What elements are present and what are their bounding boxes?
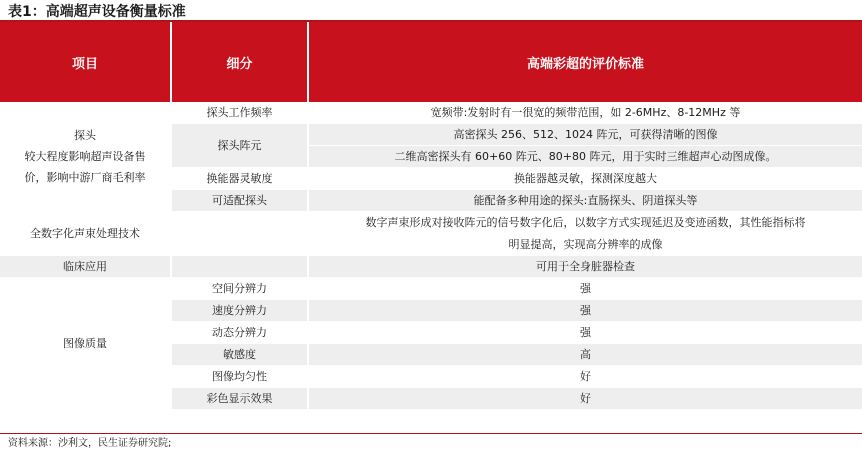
sub-cell: 速度分辨力: [171, 300, 308, 322]
sub-cell: 敏感度: [171, 344, 308, 366]
sub-cell: 换能器灵敏度: [171, 168, 308, 190]
sub-cell: 动态分辨力: [171, 322, 308, 344]
sub-cell: [171, 256, 308, 278]
header-row: [0, 22, 862, 102]
table-row: [0, 102, 862, 124]
criteria-cell: 强: [308, 322, 862, 344]
probe-label-line1: 探头: [74, 129, 96, 142]
sub-cell: 探头阵元: [171, 124, 308, 168]
digital-item-cell: 全数字化声束处理技术: [0, 212, 171, 256]
criteria-cell: 宽频带:发射时有一很宽的频带范围，如 2-6MHz、8-12MHz 等: [308, 102, 862, 124]
criteria-cell: 强: [308, 300, 862, 322]
table-row: [0, 278, 862, 300]
source-note: 资料来源：沙利文，民生证券研究院;: [8, 438, 172, 449]
sub-cell: 探头工作频率: [171, 102, 308, 124]
sub-cell: 空间分辨力: [171, 278, 308, 300]
sub-cell: 图像均匀性: [171, 366, 308, 388]
probe-group-label: [0, 102, 171, 212]
image-quality-label: 图像质量: [0, 278, 171, 410]
criteria-cell: 明显提高，实现高分辨率的成像: [308, 234, 862, 256]
criteria-cell: 好: [308, 366, 862, 388]
header-criteria: 高端彩超的评价标准: [308, 22, 862, 102]
header-subcategory: 细分: [171, 22, 308, 102]
sub-cell: 可适配探头: [171, 190, 308, 212]
criteria-cell: 好: [308, 388, 862, 410]
criteria-cell: 数字声束形成对接收阵元的信号数字化后，以数字方式实现延迟及变迹函数，其性能指标将: [308, 212, 862, 234]
table-row: [0, 212, 862, 234]
criteria-cell: 高密探头 256、512、1024 阵元，可获得清晰的图像: [308, 124, 862, 146]
criteria-cell: 强: [308, 278, 862, 300]
bottom-rule: [0, 433, 862, 434]
criteria-cell: 能配备多种用途的探头:直肠探头、阴道探头等: [308, 190, 862, 212]
sub-cell: 彩色显示效果: [171, 388, 308, 410]
criteria-cell: 二维高密探头有 60+60 阵元、80+80 阵元，用于实时三维超声心动图成像。: [308, 146, 862, 168]
criteria-cell: 可用于全身脏器检查: [308, 256, 862, 278]
standards-table: [0, 22, 862, 410]
sub-cell: [171, 212, 308, 256]
table-title: 表1：高端超声设备衡量标准: [8, 4, 186, 20]
criteria-cell: 换能器越灵敏，探测深度越大: [308, 168, 862, 190]
probe-label-line2: 较大程度影响超声设备售: [24, 150, 146, 163]
probe-label-line3: 价，影响中游厂商毛利率: [24, 171, 146, 184]
criteria-cell: 高: [308, 344, 862, 366]
table-row: [0, 256, 862, 278]
header-item: 项目: [0, 22, 171, 102]
clinical-item-cell: 临床应用: [0, 256, 171, 278]
